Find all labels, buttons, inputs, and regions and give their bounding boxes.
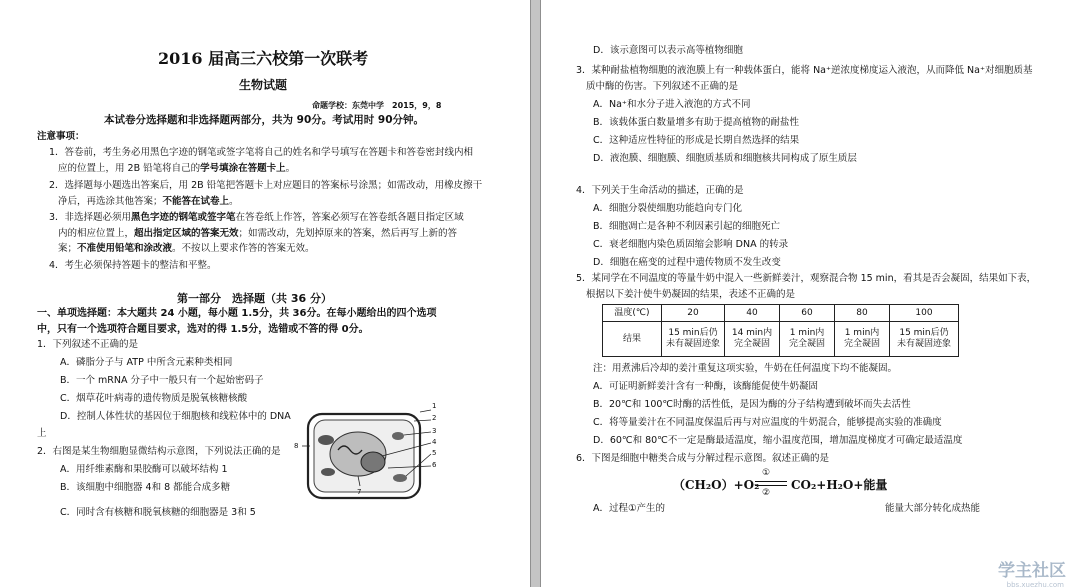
q5-stem: 根据以下姜汁使牛奶凝固的结果，表述不正确的是 — [586, 289, 796, 300]
cell-structure-diagram — [294, 402, 448, 506]
q1-option-b: B．一个 mRNA 分子中一般只有一个起始密码子 — [60, 375, 264, 386]
site-watermark: 学主社区 — [998, 561, 1066, 581]
table-cell — [725, 322, 780, 357]
q4-option-b: B．细胞凋亡是各种不利因素引起的细胞死亡 — [593, 221, 781, 232]
note-line: 案；不准使用铅笔和涂改液。不按以上要求作答的答案无效。 — [58, 243, 315, 254]
table-header-cell: 80 — [835, 305, 890, 322]
table-cell — [890, 322, 959, 357]
page-gutter — [530, 0, 541, 587]
table-header-cell: 100 — [890, 305, 959, 322]
cell-line: 完全凝固 — [733, 339, 770, 349]
note-line: 2．选择题每小题选出答案后，用 2B 铅笔把答题卡上对应题目的答案标号涂黑；如需改动，用橡皮擦干 — [49, 180, 483, 191]
exam-subtitle: 生物试题 — [239, 78, 288, 92]
q4-option-a: A．细胞分裂使细胞功能趋向专门化 — [593, 203, 742, 214]
q5-option-b: B．20℃和 100℃时酶的活性低，是因为酶的分子结构遭到破坏而失去活性 — [593, 399, 911, 410]
cell-line: 1 min内 — [844, 328, 880, 338]
organelle-shape — [393, 474, 407, 482]
chloroplast-shape — [321, 468, 335, 476]
table-cell — [780, 322, 835, 357]
notes-heading: 注意事项： — [37, 131, 85, 142]
note-line: 净后，再选涂其他答案；不能答在试卷上。 — [58, 196, 239, 207]
q6-option-a: A．过程①产生的 — [593, 503, 666, 514]
q3-option-c: C．这种适应性特征的形成是长期自然选择的结果 — [593, 135, 800, 146]
site-watermark-url: bbs.xuezhu.com — [1006, 581, 1064, 587]
cell-diagram-svg — [298, 406, 448, 506]
q5-option-a: A．可证明新鲜姜汁含有一种酶，该酶能促使牛奶凝固 — [593, 381, 818, 392]
q5-note: 注：用煮沸后冷却的姜汁重复这项实验，牛奶在任何温度下均不能凝固。 — [593, 363, 898, 374]
cell-line: 14 min内 — [731, 328, 773, 338]
note-emphasis: 学号填涂在答题卡上 — [200, 163, 286, 174]
note-line: 1．答卷前，考生务必用黑色字迹的钢笔或签字笔将自己的姓名和学号填写在答题卡和答卷密封线内相 — [49, 147, 474, 158]
q2-option-c: C．同时含有核糖和脱氧核糖的细胞器是 3和 5 — [60, 507, 256, 518]
q4-option-d: D．细胞在癌变的过程中遗传物质不发生改变 — [593, 257, 781, 268]
figure-label: 2 — [432, 414, 437, 422]
table-header-cell: 40 — [725, 305, 780, 322]
table-row-label: 结果 — [603, 322, 662, 357]
section-instruction: 一、单项选择题：本大题共 24 小题，每小题 1.5分，共 36分。在每小题给出的四个选项 — [37, 308, 437, 319]
cell-line: 未有凝固迹象 — [896, 339, 951, 349]
note-emphasis: 不能答在试卷上 — [162, 196, 230, 207]
q4-option-c: C．衰老细胞内染色质固缩会影响 DNA 的转录 — [593, 239, 789, 250]
figure-label: 3 — [432, 427, 437, 435]
table-row — [603, 322, 959, 357]
q1-option-d: D．控制人体性状的基因位于细胞核和线粒体中的 DNA — [60, 411, 291, 422]
table-cell — [662, 322, 725, 357]
chloroplast-shape — [318, 435, 334, 445]
q5-option-d: D．60℃和 80℃不一定是酶最适温度，缩小温度范围，增加温度梯度才可确定最适温度 — [593, 435, 963, 446]
q1-stem: 1．下列叙述不正确的是 — [37, 339, 139, 350]
q2-option-d: D．该示意图可以表示高等植物细胞 — [593, 45, 743, 56]
exam-page-right — [541, 0, 1072, 587]
q5-results-table — [602, 304, 959, 357]
q3-option-b: B．该载体蛋白数量增多有助于提高植物的耐盐性 — [593, 117, 800, 128]
equation-right: CO₂+H₂O+能量 — [791, 478, 888, 492]
figure-label: 5 — [432, 449, 437, 457]
figure-label: 7 — [357, 488, 362, 496]
q3-option-d: D．液泡膜、细胞膜、细胞质基质和细胞核共同构成了原生质层 — [593, 153, 857, 164]
note-line: 应的位置上，用 2B 铅笔将自己的学号填涂在答题卡上。 — [58, 163, 296, 174]
nucleus-shape — [361, 452, 385, 472]
figure-label: 4 — [432, 438, 437, 446]
table-row — [603, 305, 959, 322]
cell-line: 完全凝固 — [843, 339, 880, 349]
note-line: 3．非选择题必须用黑色字迹的钢笔或签字笔在答卷纸上作答，答案必须写在答卷纸各题目指定区域 — [49, 212, 464, 223]
table-header-cell: 20 — [662, 305, 725, 322]
cell-line: 1 min内 — [789, 328, 825, 338]
note-emphasis: 不准使用铅笔和涂改液 — [77, 243, 173, 254]
cell-line: 完全凝固 — [788, 339, 825, 349]
q1-option-a: A．磷脂分子与 ATP 中所含元素种类相同 — [60, 357, 233, 368]
figure-label: 6 — [432, 461, 437, 469]
q1-option-c: C．烟草花叶病毒的遗传物质是脱氧核糖核酸 — [60, 393, 248, 404]
note-line: 内的相应位置上，超出指定区域的答案无效；如需改动，先划掉原来的答案，然后再写上新的答 — [58, 228, 458, 239]
cell-line: 15 min后仍 — [668, 328, 718, 338]
part-heading: 第一部分 选择题（共 36 分） — [177, 292, 332, 305]
figure-label: 1 — [432, 402, 437, 410]
q4-stem: 4．下列关于生命活动的描述，正确的是 — [576, 185, 744, 196]
equation-left: （CH₂O）+O₂ — [673, 478, 760, 492]
exam-meta: 命题学校：东莞中学 2015，9，8 — [312, 101, 442, 110]
exam-title: 2016 届高三六校第一次联考 — [158, 49, 369, 68]
equation-arrow-forward — [755, 481, 787, 482]
mitochondrion-shape — [392, 432, 404, 440]
exam-intro: 本试卷分选择题和非选择题两部分，共为 90分。考试用时 90分钟。 — [104, 114, 425, 126]
equation-arrow-backward — [755, 485, 787, 486]
cell-line: 未有凝固迹象 — [665, 339, 720, 349]
q2-stem: 2．右图是某生物细胞显微结构示意图，下列说法正确的是 — [37, 446, 281, 457]
q3-stem: 质中酶的伤害。下列叙述不正确的是 — [586, 81, 739, 92]
note-emphasis: 超出指定区域的答案无效 — [134, 228, 239, 239]
q5-option-c: C．将等量姜汁在不同温度保温后再与对应温度的牛奶混合，能够提高实验的准确度 — [593, 417, 942, 428]
q2-option-a: A．用纤维素酶和果胶酶可以破坏结构 1 — [60, 464, 228, 475]
q1-option-d-cont: 上 — [37, 428, 47, 439]
equation-step-1: ① — [762, 468, 771, 478]
note-line: 4．考生必须保持答题卡的整洁和平整。 — [49, 260, 217, 271]
q3-stem: 3．某种耐盐植物细胞的液泡膜上有一种载体蛋白，能将 Na⁺逆浓度梯度运入液泡，从而降低 Na⁺对细胞质基 — [576, 65, 1033, 76]
equation-step-2: ② — [762, 488, 771, 498]
table-header-cell: 温度(℃) — [603, 305, 662, 322]
exam-page-left — [0, 0, 530, 587]
q2-option-b: B．该细胞中细胞器 4和 8 都能合成多糖 — [60, 482, 231, 493]
table-cell — [835, 322, 890, 357]
figure-label: 8 — [294, 442, 299, 450]
q6-stem: 6．下图是细胞中糖类合成与分解过程示意图。叙述正确的是 — [576, 453, 830, 464]
table-header-cell: 60 — [780, 305, 835, 322]
q3-option-a: A．Na⁺和水分子进入液泡的方式不同 — [593, 99, 751, 110]
q5-stem: 5．某同学在不同温度的等量牛奶中混入一些新鲜姜汁，观察混合物 15 min，看其是否会凝固，结果如下表， — [576, 273, 1037, 284]
section-instruction: 中，只有一个选项符合题目要求，选对的得 1.5分，选错或不答的得 0分。 — [37, 324, 369, 335]
q6-option-a-continued: 能量大部分转化成热能 — [885, 503, 981, 514]
note-emphasis: 黑色字迹的钢笔或签字笔 — [131, 212, 236, 223]
cell-line: 15 min后仍 — [899, 328, 949, 338]
